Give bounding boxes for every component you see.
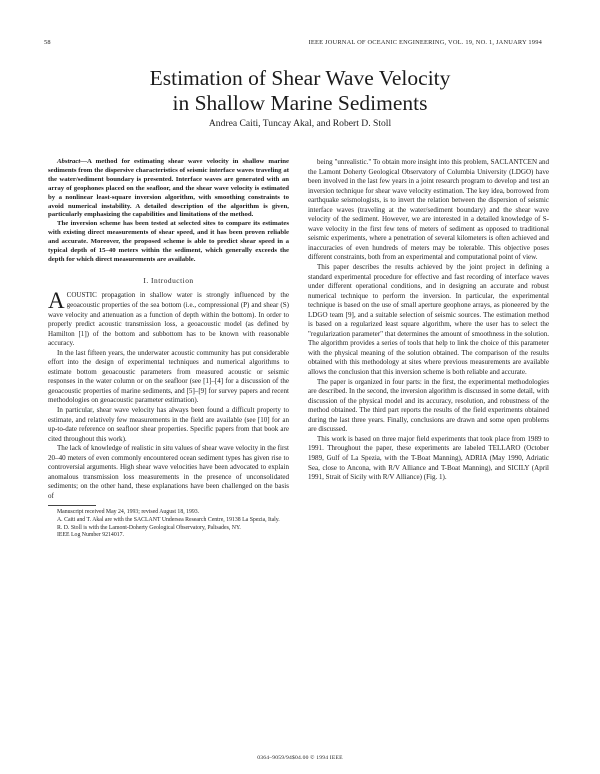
right-paragraph-4: This work is based on three major field experiments that took place from 1989 to 1991. Throughout the paper, these experiments are labeled TELLARO (October 1989, Gulf of La Spezia, with the T-Boat Manning), ADRIA (May 1990, Adriatic Sea, close to Ancona, with R/V Alliance and T-Boat Manning), and SICILY (April 1991, Strait of Sicily with R/V Alliance) (Fig. 1). (308, 434, 549, 482)
footnote-affiliation-2: R. D. Stoll is with the Lamont-Doherty Geological Observatory, Palisades, NY. (57, 524, 241, 531)
journal-name: IEEE JOURNAL OF OCEANIC ENGINEERING, VOL. 19, NO. 1, JANUARY 1994 (308, 39, 542, 46)
left-column (48, 158, 289, 540)
intro-paragraph-3: In particular, shear wave velocity has always been found a difficult property to estimate, and relatively few measurements in the field are available (see [10] for an up-to-date reference on seafloor shear properties. Specific papers from that book are cited throughout this work). (48, 405, 289, 443)
running-header (44, 39, 542, 51)
intro-paragraph-4: The lack of knowledge of realistic in situ values of shear wave velocity in the first 20–40 meters of even commonly encountered ocean sediment types has given rise to controversial arguments. High shear wave velocities have been advocated to explain anomalous transmission loss measurements in the presence of unconsolidated sediments; on the other hand, these explanations have been challenged on the basis of (48, 444, 289, 500)
right-paragraph-1: being "unrealistic." To obtain more insight into this problem, SACLANTCEN and the Lamont Doherty Geological Observatory of Columbia University (LDGO) have been involved in the last few years in a joint research program to develop and test an inversion technique for shear wave velocity estimation. The key idea, borrowed from earthquake seismologists, is to invert the relation between the dispersion of seismic interface waves (traveling at the water/sediment boundary) and the shear wave velocity of the sediment. However, we are interested in a detailed knowledge of S-wave velocity in the first few tens of meters of sediment as opposed to traditional seismic experiments, where a penetration of several kilometers is often achieved and inaccuracies of even hundreds of meters may be tolerable. This objective poses different constraints, both from an experimental and computational point of view. (308, 158, 549, 262)
paper-title-line-1: Estimation of Shear Wave Velocity (149, 66, 451, 90)
section-heading-introduction: I. Introduction (143, 275, 194, 285)
intro-paragraph-1 (48, 288, 289, 348)
right-paragraph-3: The paper is organized in four parts: in the first, the experimental methodologies are described. In the second, the inversion algorithm is discussed in some detail, with discussion of the physical model and its accuracy, resolution, and robustness of the method obtained. The third part reports the results of the field experiments obtained during the last three years. Finally, conclusions are drawn and some open problems are discussed. (308, 377, 549, 434)
abstract (48, 158, 289, 265)
abstract-label: Abstract— (57, 158, 88, 165)
right-column (308, 158, 549, 483)
abstract-text-1: A method for estimating shear wave velocity in shallow marine sediments from the dispersive characteristics of seismic interface waves traveling at the water/sediment boundary is presented. Interface waves are generated with an array of geophones placed on the seafloor, and the shear wave velocity is estimated by a nonlinear least-square inversion algorithm, with smoothing constraints to avoid numerical instability. A detailed description of the algorithm is given, particularly emphasizing the capabilities and limitations of the method. (48, 158, 289, 219)
right-paragraph-2: This paper describes the results achieved by the joint project in defining a standard experimental procedure for effective and fast recording of interface waves under different operational conditions, and in designing an accurate and robust numerical technique to perform the inversion. In particular, the experimental technique is based on the use of small aperture geophone arrays, as pioneered by the LDGO team [9], and a suitable selection of seismic sources. The estimation method is based on a regularized least square algorithm, where the user has to select the "regularization parameter" that determines the amount of smoothness in the solution. The algorithm provides a series of tools that help to link the choice of this parameter with the physical meaning of the solution obtained. The comparison of the results obtained with this methodology at sites where previous measurements are available allows the conclusion that this inversion scheme is both reliable and accurate. (308, 263, 549, 377)
footnote-divider (48, 505, 96, 506)
abstract-paragraph-2: The inversion scheme has been tested at selected sites to compare its estimates with existing direct measurements of shear speed, and it has been proven reliable and accurate. Moreover, the proposed scheme is able to predict shear speed in a typical depth of 15–40 meters within the sediment, which generally exceeds the depth for which direct measurements are available. (48, 220, 289, 263)
page-number: 58 (44, 39, 51, 46)
author-list: Andrea Caiti, Tuncay Akal, and Robert D. Stoll (208, 118, 392, 129)
footnotes (48, 509, 289, 539)
copyright-footer: 0364–9059/94$04.00 © 1994 IEEE (257, 755, 343, 761)
footnote-manuscript: Manuscript received May 24, 1993; revised August 18, 1993. (57, 509, 200, 516)
paper-title-line-2: in Shallow Marine Sediments (172, 91, 428, 115)
intro-paragraph-2: In the last fifteen years, the underwater acoustic community has put considerable effort into the design of experimental techniques and numerical algorithms to estimate bottom geoacoustic parameters from measured acoustic or seismic responses in the water column or on the seafloor (see [1]–[4] for a discussion of the geoacoustic properties of marine sediments, and [5]–[9] for survey papers and recent methodologies on geoacoustic parameter estimation). (48, 348, 289, 405)
drop-cap: A (48, 288, 65, 314)
paper-title (0, 66, 600, 116)
footnote-log-number: IEEE Log Number 9214017. (57, 532, 124, 539)
footnote-affiliation-1: A. Caiti and T. Akal are with the SACLANT Undersea Research Centre, 19138 La Spezia, Italy. (57, 517, 280, 524)
abstract-paragraph-1 (48, 158, 289, 220)
intro-paragraph-1-text: COUSTIC propagation in shallow water is strongly influenced by the geoacoustic properties of the sea bottom (i.e., compressional (P) and shear (S) wave velocity and attenuation as a function of depth within the bottom). In order to properly predict acoustic transmission loss, a geoacoustic model (as defined by Hamilton [1]) of the bottom and subbottom has to be known with reasonable accuracy. (48, 291, 289, 348)
